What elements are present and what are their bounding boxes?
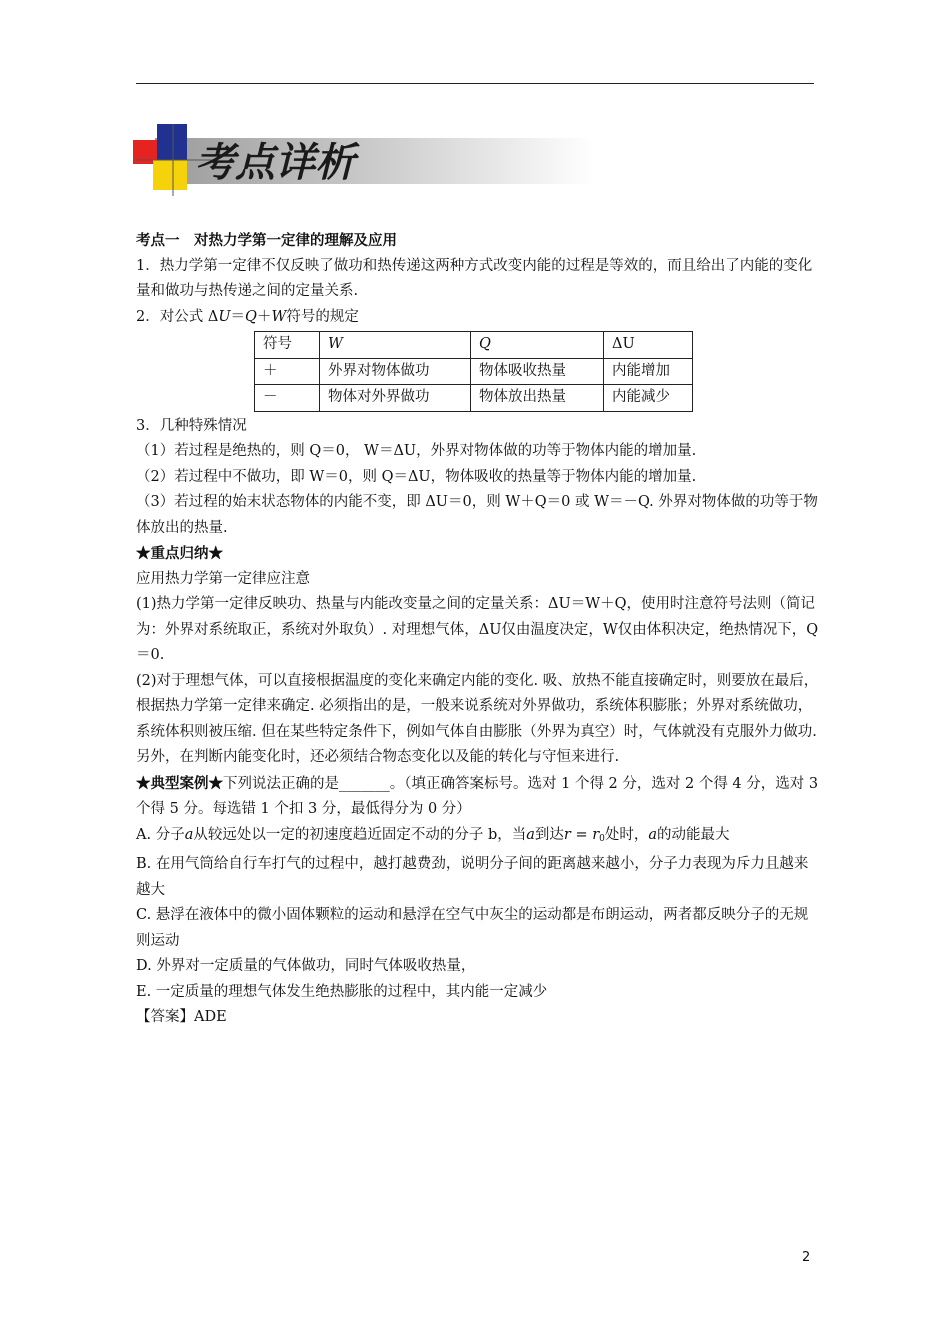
distance-r0-symbol: r	[592, 826, 600, 843]
option-e: E. 一定质量的理想气体发生绝热膨胀的过程中，其内能一定减少	[136, 983, 548, 1000]
formula-eq: ＝	[230, 308, 246, 325]
example-question-text: 下列说法正确的是_______。（填正确答案标号。选对 1 个得 2 分，选对 2 个得 4 分，选对 3 个得 5 分。每选错 1 个扣 3 分，最低得分为 0 分）	[136, 775, 819, 817]
table-header-cell	[471, 332, 604, 359]
header-rule	[136, 83, 814, 84]
table-cell: 物体对外界做功	[320, 385, 471, 412]
table-cell: 物体放出热量	[471, 385, 604, 412]
page-number: 2	[802, 1250, 811, 1265]
formula-u: U	[218, 308, 231, 325]
table-header-row	[255, 332, 693, 359]
table-header-cell: ΔU	[604, 332, 693, 359]
banner-title: 考点详析	[195, 139, 355, 186]
document-body	[136, 228, 820, 1031]
section-banner	[133, 124, 603, 196]
formula-plus: ＋	[256, 308, 272, 325]
option-a-text: 从较远处以一定的初速度趋近固定不动的分子 b，当	[193, 826, 527, 843]
header-q: Q	[479, 336, 491, 352]
paragraph-item-1: 1．热力学第一定律不仅反映了做功和热传递这两种方式改变内能的过程是等效的，而且给出了内能的变化量和做功与热传递之间的定量关系.	[136, 257, 813, 299]
table-row	[255, 385, 693, 412]
key-points-intro: 应用热力学第一定律应注意	[136, 570, 310, 587]
table-cell: 物体吸收热量	[471, 358, 604, 385]
formula-q: Q	[245, 308, 257, 325]
distance-r-symbol: r	[563, 826, 571, 843]
option-a-text: 到达	[534, 826, 564, 843]
subscript-zero: 0	[599, 833, 605, 844]
option-a-text: A. 分子	[136, 826, 185, 843]
table-row	[255, 358, 693, 385]
section-heading: 考点一 对热力学第一定律的理解及应用	[136, 232, 397, 249]
option-a	[136, 823, 820, 853]
paragraph-item-2	[136, 305, 820, 331]
special-case-1: （1）若过程是绝热的，则 Q＝0， W＝ΔU，外界对物体做的功等于物体内能的增加量.	[136, 443, 697, 459]
paragraph-item-3-title: 3．几种特殊情况	[136, 417, 247, 434]
option-a-text: 处时，	[604, 826, 649, 843]
example-label: ★典型案例★	[136, 774, 223, 792]
formula-suffix: 符号的规定	[286, 308, 359, 325]
option-b: B. 在用气筒给自行车打气的过程中，越打越费劲，说明分子间的距离越来越小，分子力表现为斥力且越来越大	[136, 856, 809, 898]
key-points-title: ★重点归纳★	[136, 545, 223, 562]
banner-graphic	[133, 124, 603, 196]
table-cell: 内能减少	[604, 385, 693, 412]
key-point-1: (1)热力学第一定律反映功、热量与内能改变量之间的定量关系：ΔU＝W＋Q，使用时注意符号法则（简记为：外界对系统取正，系统对外取负）. 对理想气体，ΔU仅由温度决定，W仅由体积决定，绝热情况下，Q＝0.	[136, 596, 819, 663]
yellow-square	[153, 160, 187, 190]
formula-prefix: 2．对公式 Δ	[136, 308, 219, 325]
equals-sign: =	[570, 826, 593, 843]
formula-w: W	[271, 308, 287, 325]
table-header-cell: 符号	[255, 332, 320, 359]
table-header-cell	[320, 332, 471, 359]
table-cell: 外界对物体做功	[320, 358, 471, 385]
option-a-text: 的动能最大	[657, 826, 730, 843]
special-case-2: （2）若过程中不做功，即 W＝0，则 Q＝ΔU，物体吸收的热量等于物体内能的增加量.	[136, 468, 697, 485]
key-point-2: (2)对于理想气体，可以直接根据温度的变化来确定内能的变化. 吸、放热不能直接确定时，则要放在最后，根据热力学第一定律来确定. 必须指出的是，一般来说系统对外界做功，系统体积膨胀；外界对系统做功，系统体积则被压缩. 但在某些特定条件下，例如气体自由膨胀（外界为真空）时，气体就没有克服外力做功. 另外，在判断内能变化时，还必须结合物态变化以及能的转化与守恒来进行.	[136, 672, 819, 765]
option-c: C. 悬浮在液体中的微小固体颗粒的运动和悬浮在空气中灰尘的运动都是布朗运动，两者都反映分子的无规则运动	[136, 907, 809, 949]
molecule-a-symbol: a	[648, 826, 658, 843]
molecule-a-symbol: a	[184, 826, 194, 843]
table-cell: ＋	[255, 358, 320, 385]
special-case-3: （3）若过程的始末状态物体的内能不变，即 ΔU＝0，则 W＋Q＝0 或 W＝－Q. 外界对物体做的功等于物体放出的热量.	[136, 494, 818, 536]
example-question	[136, 771, 820, 823]
molecule-a-symbol: a	[526, 826, 535, 843]
table-cell: －	[255, 385, 320, 412]
blue-square	[157, 124, 187, 160]
table-cell: 内能增加	[604, 358, 693, 385]
answer: 【答案】ADE	[136, 1009, 227, 1025]
sign-convention-table	[254, 331, 693, 412]
header-w: W	[328, 336, 343, 352]
option-d: D. 外界对一定质量的气体做功，同时气体吸收热量，	[136, 958, 476, 974]
